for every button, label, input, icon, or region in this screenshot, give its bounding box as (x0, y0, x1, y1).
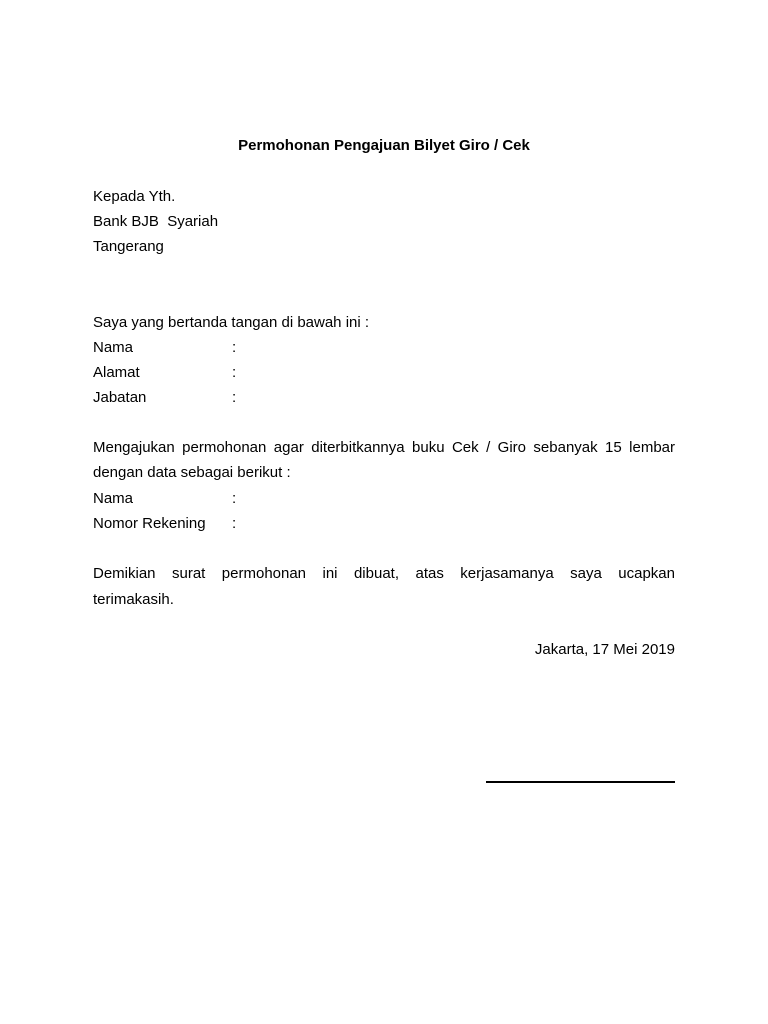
signer-position-label: Jabatan (93, 389, 147, 406)
recipient-line-3: Tangerang (93, 238, 164, 255)
recipient-line-1: Kepada Yth. (93, 188, 176, 205)
signer-address-label: Alamat (93, 364, 140, 381)
place-date: Jakarta, 17 Mei 2019 (534, 641, 675, 658)
signer-position-colon: : (232, 389, 237, 406)
signer-name-colon: : (232, 339, 237, 356)
account-number-label: Nomor Rekening (93, 515, 206, 532)
request-paragraph-line-1: Mengajukan permohonan agar diterbitkannya buku Cek / Giro sebanyak 15 lembar (93, 439, 675, 456)
signer-name-label: Nama (93, 339, 134, 356)
recipient-line-2: Bank BJB Syariah (93, 213, 219, 230)
document-title: Permohonan Pengajuan Bilyet Giro / Cek (238, 137, 530, 154)
closing-paragraph-line-1: Demikian surat permohonan ini dibuat, atas kerjasamanya saya ucapkan (93, 565, 675, 582)
request-paragraph-line-2: dengan data sebagai berikut : (93, 464, 291, 481)
signer-address-colon: : (232, 364, 237, 381)
signature-line (486, 781, 675, 783)
account-number-colon: : (232, 515, 237, 532)
account-name-colon: : (232, 490, 237, 507)
account-name-label: Nama (93, 490, 134, 507)
closing-paragraph-line-2: terimakasih. (93, 591, 174, 608)
intro-statement: Saya yang bertanda tangan di bawah ini : (93, 314, 370, 331)
